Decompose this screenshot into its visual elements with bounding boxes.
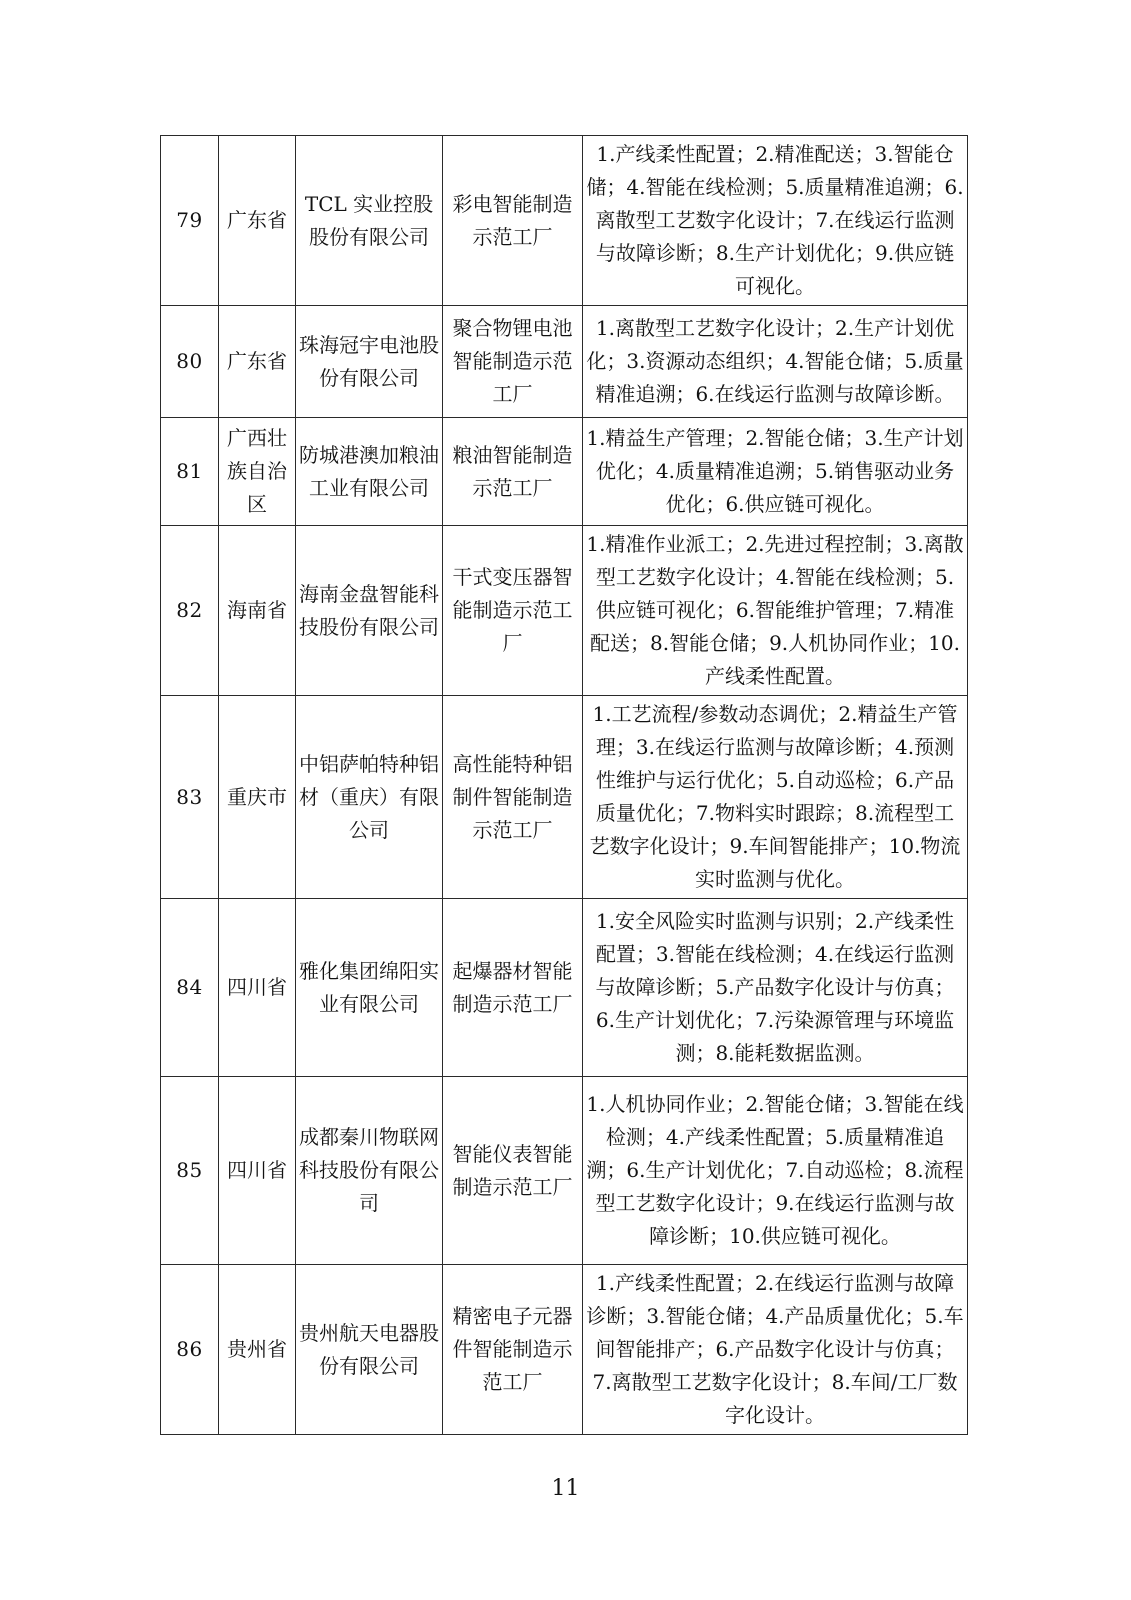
table-row — [161, 1265, 968, 1435]
factory-cell: 聚合物锂电池智能制造示范工厂 — [443, 306, 583, 418]
company-cell: TCL 实业控股股份有限公司 — [296, 136, 443, 306]
row-index: 83 — [161, 696, 219, 899]
row-index: 86 — [161, 1265, 219, 1435]
province-cell: 重庆市 — [219, 696, 296, 899]
province-cell: 广东省 — [219, 306, 296, 418]
table-row — [161, 1077, 968, 1265]
factory-cell: 起爆器材智能制造示范工厂 — [443, 899, 583, 1077]
province-cell: 广东省 — [219, 136, 296, 306]
scenarios-cell: 1.安全风险实时监测与识别；2.产线柔性配置；3.智能在线检测；4.在线运行监测与故障诊断；5.产品数字化设计与仿真；6.生产计划优化；7.污染源管理与环境监测；8.能耗数据监测。 — [583, 899, 968, 1077]
province-cell: 贵州省 — [219, 1265, 296, 1435]
row-index: 80 — [161, 306, 219, 418]
company-cell: 贵州航天电器股份有限公司 — [296, 1265, 443, 1435]
factory-cell: 干式变压器智能制造示范工厂 — [443, 526, 583, 696]
row-index: 79 — [161, 136, 219, 306]
table-row — [161, 418, 968, 526]
company-cell: 中铝萨帕特种铝材（重庆）有限公司 — [296, 696, 443, 899]
scenarios-cell: 1.人机协同作业；2.智能仓储；3.智能在线检测；4.产线柔性配置；5.质量精准追溯；6.生产计划优化；7.自动巡检；8.流程型工艺数字化设计；9.在线运行监测与故障诊断；10.供应链可视化。 — [583, 1077, 968, 1265]
company-cell: 防城港澳加粮油工业有限公司 — [296, 418, 443, 526]
table-row — [161, 136, 968, 306]
province-cell: 广西壮族自治区 — [219, 418, 296, 526]
factory-cell: 智能仪表智能制造示范工厂 — [443, 1077, 583, 1265]
table-row — [161, 899, 968, 1077]
company-cell: 雅化集团绵阳实业有限公司 — [296, 899, 443, 1077]
company-cell: 海南金盘智能科技股份有限公司 — [296, 526, 443, 696]
row-index: 85 — [161, 1077, 219, 1265]
province-cell: 海南省 — [219, 526, 296, 696]
company-cell: 成都秦川物联网科技股份有限公司 — [296, 1077, 443, 1265]
table-row — [161, 306, 968, 418]
scenarios-cell: 1.产线柔性配置；2.精准配送；3.智能仓储；4.智能在线检测；5.质量精准追溯；6.离散型工艺数字化设计；7.在线运行监测与故障诊断；8.生产计划优化；9.供应链可视化。 — [583, 136, 968, 306]
factory-cell: 彩电智能制造示范工厂 — [443, 136, 583, 306]
scenarios-cell: 1.工艺流程/参数动态调优；2.精益生产管理；3.在线运行监测与故障诊断；4.预测性维护与运行优化；5.自动巡检；6.产品质量优化；7.物料实时跟踪；8.流程型工艺数字化设计；9.车间智能排产；10.物流实时监测与优化。 — [583, 696, 968, 899]
province-cell: 四川省 — [219, 899, 296, 1077]
factory-cell: 精密电子元器件智能制造示范工厂 — [443, 1265, 583, 1435]
page-number: 11 — [551, 1476, 580, 1501]
scenarios-cell: 1.精益生产管理；2.智能仓储；3.生产计划优化；4.质量精准追溯；5.销售驱动业务优化；6.供应链可视化。 — [583, 418, 968, 526]
factory-cell: 高性能特种铝制件智能制造示范工厂 — [443, 696, 583, 899]
row-index: 84 — [161, 899, 219, 1077]
scenarios-cell: 1.产线柔性配置；2.在线运行监测与故障诊断；3.智能仓储；4.产品质量优化；5.车间智能排产；6.产品数字化设计与仿真；7.离散型工艺数字化设计；8.车间/工厂数字化设计。 — [583, 1265, 968, 1435]
row-index: 81 — [161, 418, 219, 526]
table-row — [161, 696, 968, 899]
factory-cell: 粮油智能制造示范工厂 — [443, 418, 583, 526]
table-row — [161, 526, 968, 696]
factories-table — [160, 135, 968, 1435]
province-cell: 四川省 — [219, 1077, 296, 1265]
scenarios-cell: 1.离散型工艺数字化设计；2.生产计划优化；3.资源动态组织；4.智能仓储；5.质量精准追溯；6.在线运行监测与故障诊断。 — [583, 306, 968, 418]
scenarios-cell: 1.精准作业派工；2.先进过程控制；3.离散型工艺数字化设计；4.智能在线检测；5.供应链可视化；6.智能维护管理；7.精准配送；8.智能仓储；9.人机协同作业；10.产线柔性配置。 — [583, 526, 968, 696]
company-cell: 珠海冠宇电池股份有限公司 — [296, 306, 443, 418]
row-index: 82 — [161, 526, 219, 696]
